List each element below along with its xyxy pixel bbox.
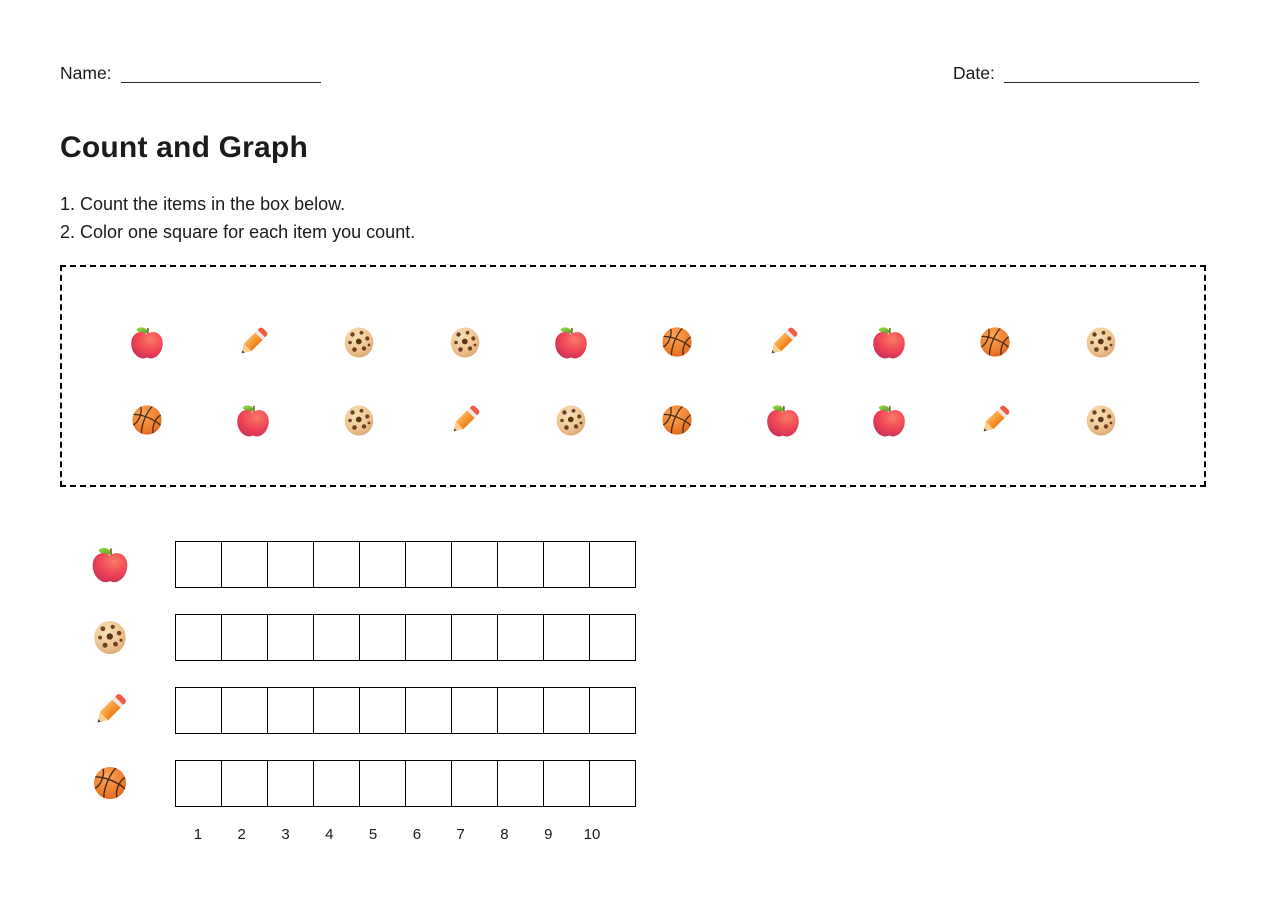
basketball-icon	[975, 322, 1015, 362]
graph-cell-pencil-5[interactable]	[360, 688, 406, 733]
basketball-icon	[127, 400, 167, 440]
graph-row-apple	[88, 541, 636, 588]
graph-cell-cookie-9[interactable]	[544, 615, 590, 660]
date-label: Date:	[953, 63, 995, 83]
instruction-line-1: 1. Count the items in the box below.	[60, 194, 346, 214]
axis-number-5: 5	[368, 826, 378, 843]
graph-cell-cookie-6[interactable]	[406, 615, 452, 660]
graph-cell-pencil-8[interactable]	[498, 688, 544, 733]
graph-cell-apple-8[interactable]	[498, 542, 544, 587]
graph-cell-cookie-3[interactable]	[268, 615, 314, 660]
axis-number-10: 10	[583, 826, 601, 843]
axis-number-6: 6	[412, 826, 422, 843]
graph-cell-apple-4[interactable]	[314, 542, 360, 587]
graph-cell-cookie-4[interactable]	[314, 615, 360, 660]
pencil-icon	[445, 400, 485, 440]
graph-cell-apple-5[interactable]	[360, 542, 406, 587]
graph-cell-pencil-10[interactable]	[590, 688, 635, 733]
graph-row-basketball	[88, 760, 636, 807]
graph-cell-pencil-4[interactable]	[314, 688, 360, 733]
apple-icon	[551, 322, 591, 362]
axis-number-7: 7	[456, 826, 465, 843]
instructions	[60, 191, 415, 246]
graph-cell-basketball-4[interactable]	[314, 761, 360, 806]
axis-number-4: 4	[325, 826, 334, 843]
pencil-icon	[763, 322, 803, 362]
graph-cell-cookie-10[interactable]	[590, 615, 635, 660]
count-items-box	[60, 265, 1206, 487]
graph-cell-basketball-10[interactable]	[590, 761, 635, 806]
apple-icon	[763, 400, 803, 440]
graph-cell-basketball-8[interactable]	[498, 761, 544, 806]
axis-numbers	[176, 826, 614, 843]
apple-icon	[127, 322, 167, 362]
graph-cell-basketball-5[interactable]	[360, 761, 406, 806]
axis-number-8: 8	[500, 826, 509, 843]
pencil-icon	[975, 400, 1015, 440]
cookie-icon	[339, 400, 379, 440]
graph-cell-pencil-2[interactable]	[222, 688, 268, 733]
cookie-icon	[551, 400, 591, 440]
basketball-icon	[657, 322, 697, 362]
cookie-icon	[1081, 400, 1121, 440]
graph-cell-apple-3[interactable]	[268, 542, 314, 587]
apple-icon	[233, 400, 273, 440]
date-blank-line[interactable]	[1004, 69, 1199, 83]
apple-icon	[88, 542, 132, 586]
graph-cell-cookie-8[interactable]	[498, 615, 544, 660]
graph-squares-cookie	[175, 614, 636, 661]
pencil-icon	[88, 688, 132, 732]
instruction-line-2: 2. Color one square for each item you count.	[60, 221, 416, 242]
graph-cell-apple-6[interactable]	[406, 542, 452, 587]
graph-cell-apple-9[interactable]	[544, 542, 590, 587]
graph-cell-pencil-1[interactable]	[176, 688, 222, 733]
name-blank-line[interactable]	[121, 69, 321, 83]
axis-number-1: 1	[193, 826, 203, 843]
cookie-icon	[1081, 322, 1121, 362]
graph-cell-basketball-9[interactable]	[544, 761, 590, 806]
graph-cell-apple-2[interactable]	[222, 542, 268, 587]
graph-cell-cookie-1[interactable]	[176, 615, 222, 660]
graph-cell-apple-10[interactable]	[590, 542, 635, 587]
graph-cell-apple-7[interactable]	[452, 542, 498, 587]
graph-cell-pencil-9[interactable]	[544, 688, 590, 733]
graph-cell-cookie-5[interactable]	[360, 615, 406, 660]
axis-number-2: 2	[237, 826, 246, 843]
axis-number-9: 9	[544, 826, 553, 843]
cookie-icon	[445, 322, 485, 362]
name-field	[60, 63, 321, 84]
graph-cell-cookie-7[interactable]	[452, 615, 498, 660]
graph-row-pencil	[88, 687, 636, 734]
graph-cell-pencil-7[interactable]	[452, 688, 498, 733]
graph-squares-apple	[175, 541, 636, 588]
cookie-icon	[339, 322, 379, 362]
graph-cell-basketball-1[interactable]	[176, 761, 222, 806]
graph-cell-basketball-7[interactable]	[452, 761, 498, 806]
graph-cell-basketball-2[interactable]	[222, 761, 268, 806]
graph-row-cookie	[88, 614, 636, 661]
cookie-icon	[88, 615, 132, 659]
axis-number-3: 3	[281, 826, 290, 843]
apple-icon	[869, 322, 909, 362]
basketball-icon	[88, 761, 132, 805]
graph-cell-cookie-2[interactable]	[222, 615, 268, 660]
name-label: Name:	[60, 63, 112, 83]
graph-cell-basketball-6[interactable]	[406, 761, 452, 806]
pencil-icon	[233, 322, 273, 362]
basketball-icon	[657, 400, 697, 440]
graph-cell-pencil-6[interactable]	[406, 688, 452, 733]
count-graph	[88, 541, 636, 833]
worksheet-title: Count and Graph	[60, 131, 308, 164]
graph-cell-apple-1[interactable]	[176, 542, 222, 587]
date-field	[953, 63, 1199, 84]
apple-icon	[869, 400, 909, 440]
graph-squares-pencil	[175, 687, 636, 734]
graph-cell-pencil-3[interactable]	[268, 688, 314, 733]
graph-cell-basketball-3[interactable]	[268, 761, 314, 806]
graph-squares-basketball	[175, 760, 636, 807]
